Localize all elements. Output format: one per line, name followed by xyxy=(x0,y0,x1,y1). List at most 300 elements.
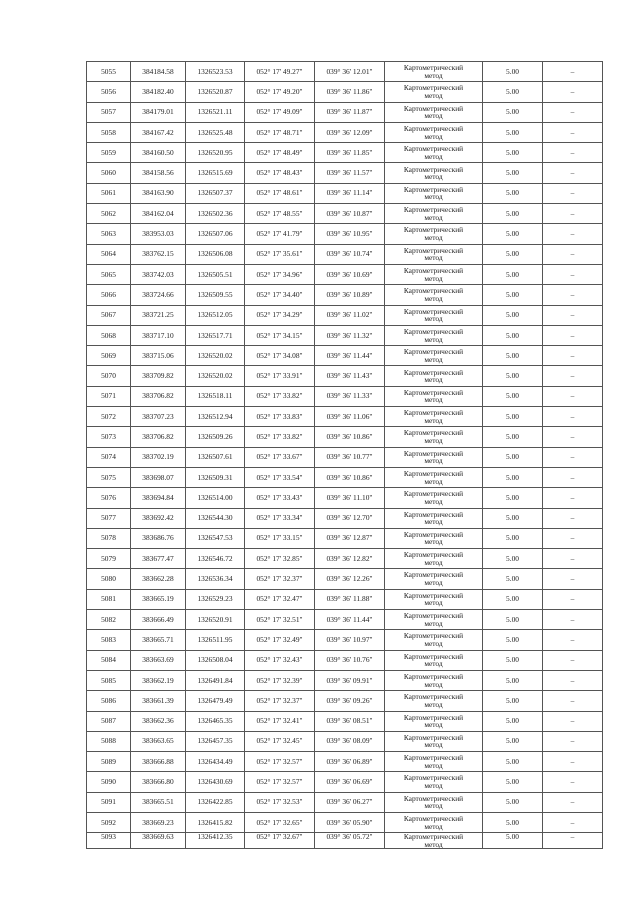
x-coordinate-cell: 383669.23 xyxy=(131,812,186,832)
longitude-cell: 039° 36' 11.44" xyxy=(315,610,385,630)
latitude-cell: 052° 17' 32.57" xyxy=(245,772,315,792)
longitude-cell: 039° 36' 10.95" xyxy=(315,224,385,244)
accuracy-cell: 5.00 xyxy=(483,447,543,467)
point-number-cell: 5077 xyxy=(87,508,131,528)
y-coordinate-cell: 1326520.95 xyxy=(186,143,245,163)
method-line-2: метод xyxy=(424,517,443,527)
longitude-cell: 039° 36' 08.51" xyxy=(315,711,385,731)
y-coordinate-cell: 1326520.91 xyxy=(186,610,245,630)
longitude-cell: 039° 36' 11.88" xyxy=(315,589,385,609)
method-line-2: метод xyxy=(424,212,443,222)
accuracy-cell: 5.00 xyxy=(483,366,543,386)
method-line-2: метод xyxy=(424,638,443,648)
longitude-cell: 039° 36' 10.76" xyxy=(315,650,385,670)
method-line-1: Картометрический xyxy=(403,123,464,133)
y-coordinate-cell: 1326491.84 xyxy=(186,670,245,690)
longitude-cell: 039° 36' 09.26" xyxy=(315,691,385,711)
dash-cell: – xyxy=(543,772,603,792)
method-line-1: Картометрический xyxy=(403,590,464,600)
method-cell xyxy=(385,488,483,508)
longitude-cell: 039° 36' 05.90" xyxy=(315,812,385,832)
longitude-cell: 039° 36' 11.32" xyxy=(315,325,385,345)
y-coordinate-cell: 1326507.37 xyxy=(186,183,245,203)
point-number-cell: 5082 xyxy=(87,610,131,630)
method-line-1: Картометрический xyxy=(403,651,464,661)
longitude-cell: 039° 36' 10.97" xyxy=(315,630,385,650)
point-number-cell: 5060 xyxy=(87,163,131,183)
y-coordinate-cell: 1326502.36 xyxy=(186,204,245,224)
accuracy-cell: 5.00 xyxy=(483,772,543,792)
method-line-2: метод xyxy=(424,740,443,750)
x-coordinate-cell: 383709.82 xyxy=(131,366,186,386)
accuracy-cell: 5.00 xyxy=(483,143,543,163)
y-coordinate-cell: 1326512.94 xyxy=(186,407,245,427)
method-cell xyxy=(385,833,483,849)
dash-cell: – xyxy=(543,204,603,224)
x-coordinate-cell: 383706.82 xyxy=(131,427,186,447)
x-coordinate-cell: 383666.80 xyxy=(131,772,186,792)
accuracy-cell: 5.00 xyxy=(483,833,543,849)
method-line-1: Картометрический xyxy=(403,631,464,641)
method-cell xyxy=(385,670,483,690)
method-line-1: Картометрический xyxy=(403,306,464,316)
longitude-cell: 039° 36' 10.77" xyxy=(315,447,385,467)
method-cell xyxy=(385,467,483,487)
point-number-cell: 5079 xyxy=(87,549,131,569)
point-number-cell: 5072 xyxy=(87,407,131,427)
latitude-cell: 052° 17' 32.43" xyxy=(245,650,315,670)
method-cell xyxy=(385,792,483,812)
table-row xyxy=(87,62,603,82)
point-number-cell: 5055 xyxy=(87,62,131,82)
y-coordinate-cell: 1326509.31 xyxy=(186,467,245,487)
table-row xyxy=(87,528,603,548)
method-line-1: Картометрический xyxy=(403,692,464,702)
y-coordinate-cell: 1326479.49 xyxy=(186,691,245,711)
y-coordinate-cell: 1326517.71 xyxy=(186,325,245,345)
method-line-1: Картометрический xyxy=(403,205,464,215)
method-line-1: Картометрический xyxy=(403,570,464,580)
method-line-1: Картометрический xyxy=(403,832,464,842)
table-row xyxy=(87,305,603,325)
table-row xyxy=(87,427,603,447)
y-coordinate-cell: 1326529.23 xyxy=(186,589,245,609)
point-number-cell: 5056 xyxy=(87,82,131,102)
latitude-cell: 052° 17' 32.65" xyxy=(245,812,315,832)
dash-cell: – xyxy=(543,569,603,589)
method-line-1: Картометрический xyxy=(403,529,464,539)
latitude-cell: 052° 17' 33.54" xyxy=(245,467,315,487)
longitude-cell: 039° 36' 12.87" xyxy=(315,528,385,548)
point-number-cell: 5083 xyxy=(87,630,131,650)
latitude-cell: 052° 17' 34.08" xyxy=(245,346,315,366)
dash-cell: – xyxy=(543,752,603,772)
y-coordinate-cell: 1326547.53 xyxy=(186,528,245,548)
y-coordinate-cell: 1326412.35 xyxy=(186,833,245,849)
point-number-cell: 5093 xyxy=(87,833,131,849)
x-coordinate-cell: 383715.06 xyxy=(131,346,186,366)
method-line-1: Картометрический xyxy=(403,286,464,296)
method-cell xyxy=(385,569,483,589)
point-number-cell: 5066 xyxy=(87,285,131,305)
longitude-cell: 039° 36' 06.27" xyxy=(315,792,385,812)
table-row xyxy=(87,366,603,386)
y-coordinate-cell: 1326518.11 xyxy=(186,386,245,406)
longitude-cell: 039° 36' 09.91" xyxy=(315,670,385,690)
method-line-2: метод xyxy=(424,496,443,506)
method-cell xyxy=(385,731,483,751)
accuracy-cell: 5.00 xyxy=(483,630,543,650)
y-coordinate-cell: 1326509.26 xyxy=(186,427,245,447)
method-line-1: Картометрический xyxy=(403,387,464,397)
accuracy-cell: 5.00 xyxy=(483,407,543,427)
y-coordinate-cell: 1326509.55 xyxy=(186,285,245,305)
x-coordinate-cell: 383666.88 xyxy=(131,752,186,772)
accuracy-cell: 5.00 xyxy=(483,752,543,772)
method-line-1: Картометрический xyxy=(403,753,464,763)
method-line-2: метод xyxy=(424,273,443,283)
method-line-2: метод xyxy=(424,557,443,567)
accuracy-cell: 5.00 xyxy=(483,488,543,508)
method-line-2: метод xyxy=(424,839,443,849)
accuracy-cell: 5.00 xyxy=(483,102,543,122)
method-line-2: метод xyxy=(424,151,443,161)
table-row xyxy=(87,488,603,508)
latitude-cell: 052° 17' 41.79" xyxy=(245,224,315,244)
point-number-cell: 5063 xyxy=(87,224,131,244)
point-number-cell: 5075 xyxy=(87,467,131,487)
accuracy-cell: 5.00 xyxy=(483,812,543,832)
x-coordinate-cell: 384179.01 xyxy=(131,102,186,122)
y-coordinate-cell: 1326515.69 xyxy=(186,163,245,183)
table-row xyxy=(87,102,603,122)
accuracy-cell: 5.00 xyxy=(483,589,543,609)
method-line-1: Картометрический xyxy=(403,793,464,803)
x-coordinate-cell: 384182.40 xyxy=(131,82,186,102)
point-number-cell: 5062 xyxy=(87,204,131,224)
dash-cell: – xyxy=(543,305,603,325)
y-coordinate-cell: 1326505.51 xyxy=(186,264,245,284)
latitude-cell: 052° 17' 48.71" xyxy=(245,122,315,142)
x-coordinate-cell: 383717.10 xyxy=(131,325,186,345)
method-cell xyxy=(385,122,483,142)
table-row xyxy=(87,244,603,264)
dash-cell: – xyxy=(543,691,603,711)
x-coordinate-cell: 384160.50 xyxy=(131,143,186,163)
latitude-cell: 052° 17' 34.15" xyxy=(245,325,315,345)
method-line-2: метод xyxy=(424,720,443,730)
x-coordinate-cell: 383702.19 xyxy=(131,447,186,467)
accuracy-cell: 5.00 xyxy=(483,467,543,487)
y-coordinate-cell: 1326520.02 xyxy=(186,346,245,366)
latitude-cell: 052° 17' 32.49" xyxy=(245,630,315,650)
point-number-cell: 5069 xyxy=(87,346,131,366)
dash-cell: – xyxy=(543,610,603,630)
dash-cell: – xyxy=(543,82,603,102)
method-cell xyxy=(385,589,483,609)
method-cell xyxy=(385,752,483,772)
x-coordinate-cell: 383742.03 xyxy=(131,264,186,284)
x-coordinate-cell: 383669.63 xyxy=(131,833,186,849)
accuracy-cell: 5.00 xyxy=(483,650,543,670)
method-line-2: метод xyxy=(424,598,443,608)
latitude-cell: 052° 17' 48.61" xyxy=(245,183,315,203)
accuracy-cell: 5.00 xyxy=(483,346,543,366)
latitude-cell: 052° 17' 32.45" xyxy=(245,731,315,751)
latitude-cell: 052° 17' 32.53" xyxy=(245,792,315,812)
accuracy-cell: 5.00 xyxy=(483,264,543,284)
method-line-2: метод xyxy=(424,456,443,466)
table-row xyxy=(87,508,603,528)
dash-cell: – xyxy=(543,163,603,183)
dash-cell: – xyxy=(543,325,603,345)
table-row xyxy=(87,752,603,772)
accuracy-cell: 5.00 xyxy=(483,183,543,203)
method-line-1: Картометрический xyxy=(403,611,464,621)
table-row xyxy=(87,407,603,427)
longitude-cell: 039° 36' 11.44" xyxy=(315,346,385,366)
x-coordinate-cell: 383665.19 xyxy=(131,589,186,609)
method-line-2: метод xyxy=(424,253,443,263)
method-line-1: Картометрический xyxy=(403,245,464,255)
y-coordinate-cell: 1326525.48 xyxy=(186,122,245,142)
point-number-cell: 5061 xyxy=(87,183,131,203)
latitude-cell: 052° 17' 33.43" xyxy=(245,488,315,508)
longitude-cell: 039° 36' 12.26" xyxy=(315,569,385,589)
y-coordinate-cell: 1326507.61 xyxy=(186,447,245,467)
table-row xyxy=(87,549,603,569)
longitude-cell: 039° 36' 10.89" xyxy=(315,285,385,305)
table-row xyxy=(87,792,603,812)
x-coordinate-cell: 383662.28 xyxy=(131,569,186,589)
y-coordinate-cell: 1326506.08 xyxy=(186,244,245,264)
x-coordinate-cell: 383665.51 xyxy=(131,792,186,812)
dash-cell: – xyxy=(543,792,603,812)
method-line-1: Картометрический xyxy=(403,347,464,357)
y-coordinate-cell: 1326415.82 xyxy=(186,812,245,832)
point-number-cell: 5090 xyxy=(87,772,131,792)
dash-cell: – xyxy=(543,224,603,244)
method-cell xyxy=(385,204,483,224)
x-coordinate-cell: 383662.19 xyxy=(131,670,186,690)
table-row xyxy=(87,731,603,751)
method-cell xyxy=(385,183,483,203)
y-coordinate-cell: 1326511.95 xyxy=(186,630,245,650)
method-line-2: метод xyxy=(424,111,443,121)
method-cell xyxy=(385,630,483,650)
y-coordinate-cell: 1326457.35 xyxy=(186,731,245,751)
dash-cell: – xyxy=(543,549,603,569)
longitude-cell: 039° 36' 11.87" xyxy=(315,102,385,122)
method-line-2: метод xyxy=(424,476,443,486)
point-number-cell: 5067 xyxy=(87,305,131,325)
longitude-cell: 039° 36' 11.43" xyxy=(315,366,385,386)
method-cell xyxy=(385,163,483,183)
point-number-cell: 5059 xyxy=(87,143,131,163)
method-line-2: метод xyxy=(424,618,443,628)
method-line-1: Картометрический xyxy=(403,550,464,560)
method-cell xyxy=(385,62,483,82)
method-cell xyxy=(385,102,483,122)
method-line-1: Картометрический xyxy=(403,448,464,458)
dash-cell: – xyxy=(543,589,603,609)
dash-cell: – xyxy=(543,528,603,548)
table-row xyxy=(87,325,603,345)
longitude-cell: 039° 36' 11.10" xyxy=(315,488,385,508)
accuracy-cell: 5.00 xyxy=(483,670,543,690)
method-line-1: Картометрический xyxy=(403,184,464,194)
method-line-2: метод xyxy=(424,395,443,405)
latitude-cell: 052° 17' 49.20" xyxy=(245,82,315,102)
method-cell xyxy=(385,143,483,163)
longitude-cell: 039° 36' 10.69" xyxy=(315,264,385,284)
table-row xyxy=(87,122,603,142)
dash-cell: – xyxy=(543,650,603,670)
method-cell xyxy=(385,244,483,264)
latitude-cell: 052° 17' 34.40" xyxy=(245,285,315,305)
method-line-1: Картометрический xyxy=(403,814,464,824)
dash-cell: – xyxy=(543,366,603,386)
method-line-2: метод xyxy=(424,415,443,425)
accuracy-cell: 5.00 xyxy=(483,427,543,447)
table-row xyxy=(87,711,603,731)
method-line-1: Картометрический xyxy=(403,266,464,276)
y-coordinate-cell: 1326523.53 xyxy=(186,62,245,82)
method-line-1: Картометрический xyxy=(403,712,464,722)
longitude-cell: 039° 36' 10.86" xyxy=(315,427,385,447)
x-coordinate-cell: 384162.04 xyxy=(131,204,186,224)
x-coordinate-cell: 383706.82 xyxy=(131,386,186,406)
x-coordinate-cell: 383665.71 xyxy=(131,630,186,650)
y-coordinate-cell: 1326465.35 xyxy=(186,711,245,731)
latitude-cell: 052° 17' 33.82" xyxy=(245,386,315,406)
point-number-cell: 5076 xyxy=(87,488,131,508)
method-cell xyxy=(385,650,483,670)
table-row xyxy=(87,691,603,711)
accuracy-cell: 5.00 xyxy=(483,610,543,630)
table-row xyxy=(87,569,603,589)
method-line-2: метод xyxy=(424,679,443,689)
table-row xyxy=(87,163,603,183)
table-row xyxy=(87,204,603,224)
latitude-cell: 052° 17' 33.83" xyxy=(245,407,315,427)
longitude-cell: 039° 36' 06.69" xyxy=(315,772,385,792)
method-line-1: Картометрический xyxy=(403,63,464,73)
method-cell xyxy=(385,610,483,630)
table-row xyxy=(87,82,603,102)
point-number-cell: 5064 xyxy=(87,244,131,264)
accuracy-cell: 5.00 xyxy=(483,386,543,406)
y-coordinate-cell: 1326514.00 xyxy=(186,488,245,508)
method-line-1: Картометрический xyxy=(403,773,464,783)
method-line-2: метод xyxy=(424,334,443,344)
latitude-cell: 052° 17' 48.49" xyxy=(245,143,315,163)
method-line-1: Картометрический xyxy=(403,732,464,742)
method-line-2: метод xyxy=(424,760,443,770)
latitude-cell: 052° 17' 49.09" xyxy=(245,102,315,122)
table-row xyxy=(87,224,603,244)
method-line-2: метод xyxy=(424,70,443,80)
method-cell xyxy=(385,508,483,528)
longitude-cell: 039° 36' 11.33" xyxy=(315,386,385,406)
coordinates-table xyxy=(86,61,603,849)
method-cell xyxy=(385,285,483,305)
x-coordinate-cell: 383663.65 xyxy=(131,731,186,751)
latitude-cell: 052° 17' 48.55" xyxy=(245,204,315,224)
table-row xyxy=(87,346,603,366)
method-cell xyxy=(385,549,483,569)
point-number-cell: 5057 xyxy=(87,102,131,122)
x-coordinate-cell: 383692.42 xyxy=(131,508,186,528)
dash-cell: – xyxy=(543,122,603,142)
table-body xyxy=(87,62,603,849)
method-line-1: Картометрический xyxy=(403,408,464,418)
accuracy-cell: 5.00 xyxy=(483,82,543,102)
dash-cell: – xyxy=(543,285,603,305)
longitude-cell: 039° 36' 10.86" xyxy=(315,467,385,487)
method-line-2: метод xyxy=(424,293,443,303)
dash-cell: – xyxy=(543,346,603,366)
dash-cell: – xyxy=(543,386,603,406)
method-line-2: метод xyxy=(424,131,443,141)
dash-cell: – xyxy=(543,670,603,690)
accuracy-cell: 5.00 xyxy=(483,285,543,305)
method-cell xyxy=(385,407,483,427)
y-coordinate-cell: 1326512.05 xyxy=(186,305,245,325)
table-row xyxy=(87,833,603,849)
table-row xyxy=(87,610,603,630)
latitude-cell: 052° 17' 32.85" xyxy=(245,549,315,569)
y-coordinate-cell: 1326434.49 xyxy=(186,752,245,772)
table-row xyxy=(87,264,603,284)
method-line-2: метод xyxy=(424,314,443,324)
accuracy-cell: 5.00 xyxy=(483,325,543,345)
longitude-cell: 039° 36' 12.09" xyxy=(315,122,385,142)
dash-cell: – xyxy=(543,630,603,650)
dash-cell: – xyxy=(543,467,603,487)
longitude-cell: 039° 36' 10.87" xyxy=(315,204,385,224)
method-line-2: метод xyxy=(424,172,443,182)
accuracy-cell: 5.00 xyxy=(483,204,543,224)
latitude-cell: 052° 17' 34.29" xyxy=(245,305,315,325)
latitude-cell: 052° 17' 32.37" xyxy=(245,569,315,589)
method-cell xyxy=(385,528,483,548)
method-line-1: Картометрический xyxy=(403,468,464,478)
table-row xyxy=(87,650,603,670)
x-coordinate-cell: 384158.56 xyxy=(131,163,186,183)
x-coordinate-cell: 383663.69 xyxy=(131,650,186,670)
table-row xyxy=(87,386,603,406)
method-cell xyxy=(385,224,483,244)
method-line-2: метод xyxy=(424,435,443,445)
y-coordinate-cell: 1326430.69 xyxy=(186,772,245,792)
method-line-2: метод xyxy=(424,699,443,709)
method-line-1: Картометрический xyxy=(403,428,464,438)
x-coordinate-cell: 384184.58 xyxy=(131,62,186,82)
method-line-1: Картометрический xyxy=(403,83,464,93)
accuracy-cell: 5.00 xyxy=(483,569,543,589)
latitude-cell: 052° 17' 32.47" xyxy=(245,589,315,609)
method-line-2: метод xyxy=(424,90,443,100)
dash-cell: – xyxy=(543,731,603,751)
table-row xyxy=(87,812,603,832)
accuracy-cell: 5.00 xyxy=(483,792,543,812)
table-row xyxy=(87,630,603,650)
accuracy-cell: 5.00 xyxy=(483,163,543,183)
point-number-cell: 5078 xyxy=(87,528,131,548)
latitude-cell: 052° 17' 32.39" xyxy=(245,670,315,690)
method-line-1: Картометрический xyxy=(403,671,464,681)
